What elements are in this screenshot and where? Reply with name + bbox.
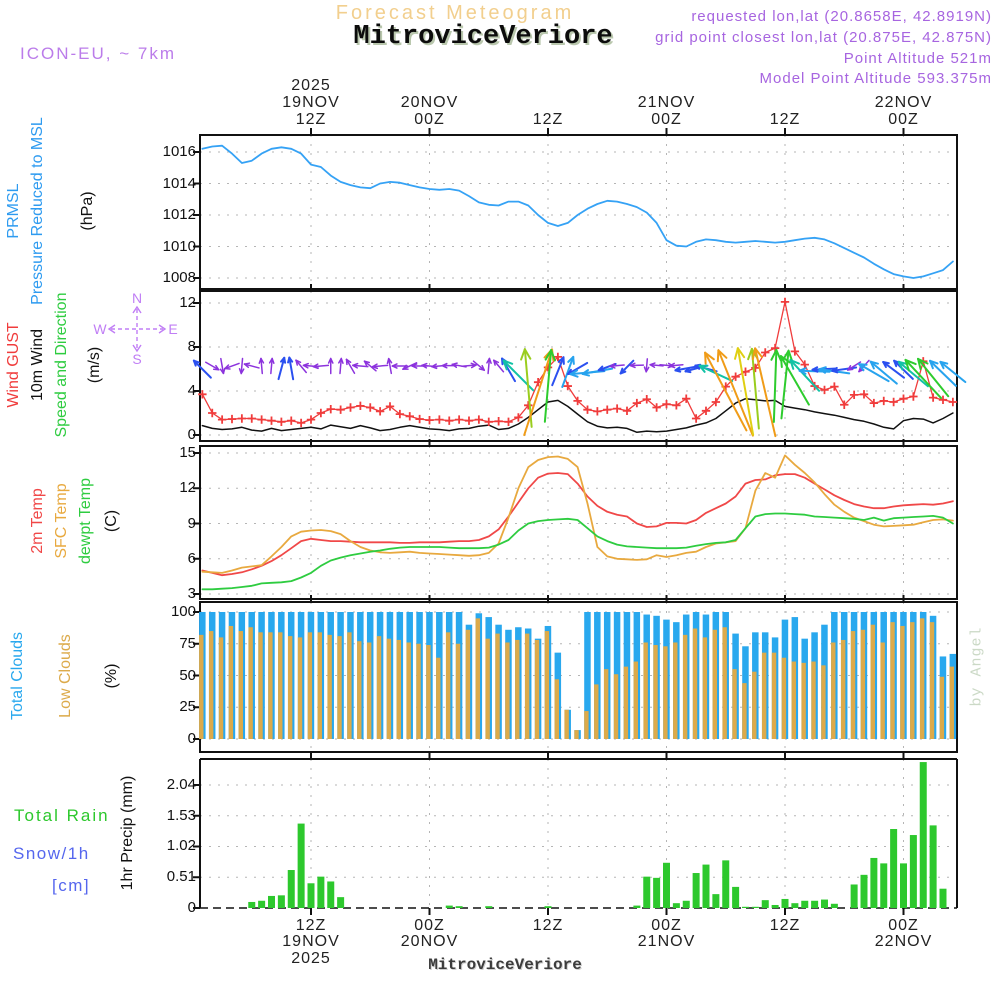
closest-coords: grid point closest lon,lat (20.875E, 42.875N) — [655, 29, 992, 46]
top-date-label: 22NOV — [874, 94, 933, 111]
rain-bar — [693, 873, 700, 908]
point-altitude: Point Altitude 521m — [843, 50, 992, 67]
gust-plus-marker — [317, 409, 325, 417]
wind-direction-arrow — [279, 358, 286, 379]
wind-direction-arrow — [225, 363, 239, 369]
rain-bar — [456, 906, 463, 908]
gust-plus-marker — [297, 419, 305, 427]
wind-direction-arrow — [644, 359, 648, 372]
gust-plus-marker — [425, 416, 433, 424]
low-cloud-bar — [387, 639, 391, 739]
precip-unit: 1hr Precip (mm) — [119, 775, 136, 891]
low-cloud-bar — [367, 642, 371, 739]
low-cloud-bar — [495, 634, 499, 739]
gust-plus-marker — [494, 417, 502, 425]
chart-kicker: Forecast Meteogram — [335, 2, 575, 24]
bottom-hour-label: 00Z — [888, 917, 919, 934]
wind-speed-dir-label: Speed and Direction — [53, 292, 70, 438]
low-cloud-bar — [416, 644, 420, 739]
pressure-line — [202, 146, 953, 278]
temp-ytick-label: 6 — [187, 549, 196, 567]
gust-plus-marker — [455, 415, 463, 423]
station-title: MitroviceVeriore — [353, 22, 613, 52]
gust-plus-marker — [820, 386, 828, 394]
rain-bar — [831, 904, 838, 908]
gust-plus-marker — [949, 398, 957, 406]
clouds-ytick-label: 25 — [179, 698, 196, 716]
rain-bar — [298, 824, 305, 908]
temp-sfc-line — [202, 455, 953, 573]
top-hour-label: 00Z — [651, 111, 682, 128]
rain-bar — [791, 903, 798, 908]
wind-direction-arrow — [735, 348, 753, 435]
low-cloud-bar — [624, 667, 628, 739]
rain-bar — [900, 863, 907, 908]
low-cloud-bar — [871, 625, 875, 739]
wind-direction-arrow — [940, 362, 965, 382]
rain-bar — [772, 905, 779, 908]
temp-ytick-label: 15 — [179, 444, 196, 461]
low-cloud-bar — [831, 642, 835, 739]
gust-plus-marker — [899, 395, 907, 403]
pressure-label-long: Pressure Reduced to MSL — [29, 117, 46, 305]
rain-bar — [485, 906, 492, 908]
low-cloud-bar — [248, 627, 252, 739]
gust-plus-marker — [267, 417, 275, 425]
wind-ytick-label: 4 — [187, 382, 196, 399]
temp-sfc-label: SFC Temp — [53, 483, 70, 559]
bottom-hour-label: 12Z — [769, 917, 801, 934]
low-cloud-bar — [446, 632, 450, 739]
top-date-label: 21NOV — [637, 94, 696, 111]
gust-plus-marker — [376, 407, 384, 415]
low-cloud-bar — [653, 645, 657, 739]
gust-plus-marker — [327, 405, 335, 413]
wind-direction-arrow — [718, 350, 753, 435]
rain-bar — [258, 901, 265, 908]
low-cloud-bar — [584, 711, 588, 739]
compass-s: S — [132, 351, 142, 367]
low-cloud-bar — [229, 626, 233, 739]
wind-direction-arrow — [621, 361, 634, 374]
rain-bar — [446, 906, 453, 908]
low-cloud-bar — [476, 618, 480, 739]
clouds-total-label: Total Clouds — [9, 631, 26, 721]
rain-bar — [732, 887, 739, 908]
top-date-label: 20NOV — [400, 94, 459, 111]
low-cloud-bar — [683, 635, 687, 739]
wind-direction-arrow — [610, 364, 624, 368]
wind-direction-arrow — [387, 359, 391, 374]
pressure-frame — [200, 135, 957, 289]
low-cloud-bar — [713, 630, 717, 739]
precip-ytick-label: 0.51 — [166, 868, 196, 886]
wind-direction-arrow — [630, 363, 643, 367]
rain-bar — [821, 900, 828, 908]
gust-plus-marker — [248, 414, 256, 422]
temp-ytick-label: 3 — [187, 585, 196, 602]
low-cloud-bar — [604, 669, 608, 739]
top-hour-label: 00Z — [414, 111, 445, 128]
low-cloud-bar — [199, 635, 203, 739]
wind-ytick-label: 8 — [187, 338, 196, 355]
watermark: by Angel — [968, 626, 986, 707]
low-cloud-bar — [841, 640, 845, 739]
gust-plus-marker — [613, 404, 621, 412]
low-cloud-bar — [337, 636, 341, 739]
low-cloud-bar — [327, 635, 331, 739]
low-cloud-bar — [634, 662, 638, 739]
wind-direction-arrow — [583, 369, 613, 376]
rain-bar — [268, 896, 275, 908]
gust-plus-marker — [208, 409, 216, 417]
low-cloud-bar — [406, 642, 410, 739]
low-cloud-bar — [693, 629, 697, 739]
wind-direction-arrow — [245, 363, 259, 368]
clouds-ytick-label: 50 — [179, 666, 196, 684]
low-cloud-bar — [722, 627, 726, 739]
gust-plus-marker — [504, 418, 512, 426]
footer-station-title: MitroviceVeriore — [428, 956, 582, 974]
bottom-year-label: 2025 — [291, 950, 331, 967]
low-cloud-bar — [377, 636, 381, 739]
top-date-label: 19NOV — [282, 94, 340, 111]
wind-direction-arrow — [373, 364, 388, 368]
wind-direction-arrow — [771, 350, 780, 422]
bottom-date-label: 21NOV — [637, 933, 696, 950]
low-cloud-bar — [278, 632, 282, 739]
bottom-hour-label: 12Z — [295, 917, 327, 934]
gust-plus-marker — [257, 415, 265, 423]
clouds-unit: (%) — [103, 663, 120, 689]
precip-ytick-label: 2.04 — [166, 775, 196, 793]
low-cloud-bar — [782, 658, 786, 739]
wind-direction-arrow — [329, 359, 333, 374]
low-cloud-bar — [801, 663, 805, 739]
precip-snow-label: Snow/1h — [13, 844, 90, 863]
pressure-ytick-label: 1014 — [162, 174, 196, 192]
gust-plus-marker — [593, 407, 601, 415]
rain-bar — [880, 863, 887, 908]
rain-bar — [722, 860, 729, 908]
rain-bar — [742, 907, 749, 908]
rain-bar — [703, 865, 710, 908]
gust-plus-marker — [830, 382, 838, 390]
wind-direction-arrow — [270, 359, 274, 374]
low-cloud-bar — [545, 631, 549, 739]
rain-bar — [317, 877, 324, 908]
gust-plus-marker — [880, 397, 888, 405]
clouds-ytick-label: 75 — [179, 634, 196, 652]
gust-plus-marker — [287, 417, 295, 425]
rain-bar — [337, 897, 344, 908]
low-cloud-bar — [772, 653, 776, 739]
wind-direction-arrow — [240, 359, 244, 374]
rain-bar — [801, 901, 808, 908]
low-cloud-bar — [663, 646, 667, 739]
gust-plus-marker — [445, 417, 453, 425]
top-hour-label: 12Z — [532, 111, 564, 128]
rain-bar — [663, 863, 670, 908]
gust-plus-marker — [761, 348, 769, 356]
bottom-date-label: 22NOV — [874, 933, 933, 950]
bottom-date-label: 20NOV — [400, 933, 459, 950]
compass-w: W — [93, 321, 107, 337]
low-cloud-bar — [525, 634, 529, 739]
gust-plus-marker — [366, 403, 374, 411]
compass-e: E — [168, 321, 178, 337]
low-cloud-bar — [426, 645, 430, 739]
bottom-hour-label: 12Z — [532, 917, 564, 934]
gust-plus-marker — [356, 402, 364, 410]
bottom-hour-label: 00Z — [651, 917, 682, 934]
low-cloud-bar — [535, 640, 539, 739]
gust-plus-marker — [307, 415, 315, 423]
low-cloud-bar — [594, 684, 598, 739]
wind-direction-arrow — [487, 359, 491, 374]
gust-plus-marker — [929, 393, 937, 401]
top-hour-label: 12Z — [295, 111, 327, 128]
rain-bar — [811, 901, 818, 908]
compass-n: N — [131, 290, 143, 306]
model-point-altitude: Model Point Altitude 593.375m — [759, 70, 992, 87]
gust-plus-marker — [564, 382, 572, 390]
wind-direction-arrow — [848, 362, 861, 370]
temp-dewpt-line — [202, 514, 953, 590]
precip-ytick-label: 1.53 — [166, 806, 196, 824]
low-cloud-bar — [456, 644, 460, 739]
requested-coords: requested lon,lat (20.8658E, 42.8919N) — [691, 8, 992, 25]
rain-bar — [782, 899, 789, 908]
rain-bar — [308, 883, 315, 908]
temp-unit: (C) — [103, 509, 120, 533]
gust-plus-marker — [218, 415, 226, 423]
model-label: ICON-EU, ~ 7km — [20, 44, 176, 63]
rain-bar — [851, 884, 858, 908]
low-cloud-bar — [308, 632, 312, 739]
rain-bar — [890, 829, 897, 908]
gust-plus-marker — [672, 401, 680, 409]
rain-bar — [683, 901, 690, 908]
low-cloud-bar — [792, 662, 796, 739]
rain-bar — [643, 877, 650, 908]
rain-bar — [673, 903, 680, 908]
clouds-low-label: Low Clouds — [57, 634, 74, 718]
clouds-ytick-label: 100 — [170, 603, 196, 620]
pressure-ytick-label: 1012 — [162, 206, 196, 223]
pressure-label-prmsl: PRMSL — [5, 183, 22, 239]
low-cloud-bar — [703, 637, 707, 739]
low-cloud-bar — [920, 618, 924, 739]
low-cloud-bar — [821, 665, 825, 739]
low-cloud-bar — [643, 642, 647, 739]
wind-ytick-label: 12 — [179, 294, 196, 311]
top-hour-label: 00Z — [888, 111, 919, 128]
low-cloud-bar — [811, 662, 815, 739]
temp-ytick-label: 12 — [179, 479, 196, 497]
pressure-ytick-label: 1010 — [162, 237, 196, 255]
low-cloud-bar — [209, 631, 213, 739]
low-cloud-bar — [752, 672, 756, 739]
low-cloud-bar — [397, 640, 401, 739]
low-cloud-bar — [515, 640, 519, 739]
rain-bar — [248, 902, 255, 908]
low-cloud-bar — [505, 642, 509, 739]
low-cloud-bar — [268, 632, 272, 739]
wind-direction-arrow — [313, 364, 328, 368]
low-cloud-bar — [861, 630, 865, 739]
low-cloud-bar — [614, 674, 618, 739]
rain-bar — [930, 825, 937, 908]
low-cloud-bar — [880, 642, 884, 739]
temp-ytick-label: 9 — [187, 514, 196, 532]
low-cloud-bar — [851, 631, 855, 739]
pressure-ytick-label: 1016 — [162, 143, 196, 160]
low-cloud-bar — [436, 658, 440, 739]
rain-bar — [920, 762, 927, 908]
top-year-label: 2025 — [291, 77, 331, 94]
rain-bar — [870, 858, 877, 908]
gust-plus-marker — [336, 406, 344, 414]
low-cloud-bar — [900, 626, 904, 739]
low-cloud-bar — [318, 632, 322, 739]
gust-plus-marker — [475, 415, 483, 423]
bottom-hour-label: 00Z — [414, 917, 445, 934]
bottom-date-label: 19NOV — [282, 933, 340, 950]
low-cloud-bar — [930, 622, 934, 739]
precip-ytick-label: 0 — [187, 899, 196, 916]
gust-plus-marker — [406, 412, 414, 420]
gust-plus-marker — [435, 415, 443, 423]
temp-2m-label: 2m Temp — [29, 488, 46, 554]
rain-bar — [910, 835, 917, 908]
rain-bar — [861, 875, 868, 908]
wind-gust-label: Wind GUST — [5, 322, 22, 408]
pressure-unit: (hPa) — [79, 191, 96, 231]
gust-plus-marker — [909, 392, 917, 400]
precip-cm-label: [cm] — [52, 876, 91, 895]
low-cloud-bar — [347, 632, 351, 739]
temp-dewpt-label: dewpt Temp — [77, 478, 94, 564]
wind-direction-arrow — [670, 363, 683, 367]
low-cloud-bar — [940, 677, 944, 739]
low-cloud-bar — [564, 710, 568, 739]
low-cloud-bar — [288, 636, 292, 739]
rain-bar — [278, 895, 285, 908]
low-cloud-bar — [466, 630, 470, 739]
low-cloud-bar — [890, 622, 894, 739]
low-cloud-bar — [298, 637, 302, 739]
low-cloud-bar — [485, 639, 489, 739]
gust-plus-marker — [277, 418, 285, 426]
precip-rain-label: Total Rain — [14, 806, 110, 825]
gust-plus-marker — [781, 298, 789, 306]
wind-direction-arrow — [339, 359, 343, 374]
low-cloud-bar — [258, 632, 262, 739]
wind-direction-arrow — [259, 359, 263, 374]
rain-bar — [288, 870, 295, 908]
clouds-ytick-label: 0 — [187, 730, 196, 747]
low-cloud-bar — [732, 669, 736, 739]
pressure-ytick-label: 1008 — [162, 269, 196, 286]
low-cloud-bar — [357, 641, 361, 739]
low-cloud-bar — [239, 631, 243, 739]
rain-bar — [762, 900, 769, 908]
low-cloud-bar — [950, 667, 954, 739]
low-cloud-bar — [574, 730, 578, 739]
rain-bar — [653, 878, 660, 908]
rain-bar — [940, 889, 947, 908]
gust-plus-marker — [603, 406, 611, 414]
gust-plus-marker — [238, 414, 246, 422]
rain-bar — [633, 906, 640, 908]
precip-ytick-label: 1.02 — [166, 837, 196, 855]
wind-unit: (m/s) — [86, 346, 103, 384]
low-cloud-bar — [910, 622, 914, 739]
low-cloud-bar — [555, 679, 559, 739]
low-cloud-bar — [762, 653, 766, 739]
rain-bar — [752, 907, 759, 908]
low-cloud-bar — [742, 683, 746, 739]
low-cloud-bar — [219, 637, 223, 739]
rain-bar — [327, 881, 334, 908]
wind-10m-label: 10m Wind — [29, 328, 46, 402]
wind-direction-arrow — [206, 362, 219, 370]
rain-bar — [712, 894, 719, 908]
gust-plus-marker — [465, 417, 473, 425]
gust-plus-marker — [889, 398, 897, 406]
wind-ytick-label: 0 — [187, 426, 196, 443]
gust-plus-marker — [662, 400, 670, 408]
rain-bar — [545, 906, 552, 908]
wind-direction-arrow — [221, 359, 225, 374]
low-cloud-bar — [673, 642, 677, 739]
gust-plus-marker — [346, 403, 354, 411]
gust-plus-marker — [415, 415, 423, 423]
gust-plus-marker — [682, 395, 690, 403]
wind-direction-arrow — [288, 358, 293, 380]
top-hour-label: 12Z — [769, 111, 801, 128]
gust-plus-marker — [228, 415, 236, 423]
